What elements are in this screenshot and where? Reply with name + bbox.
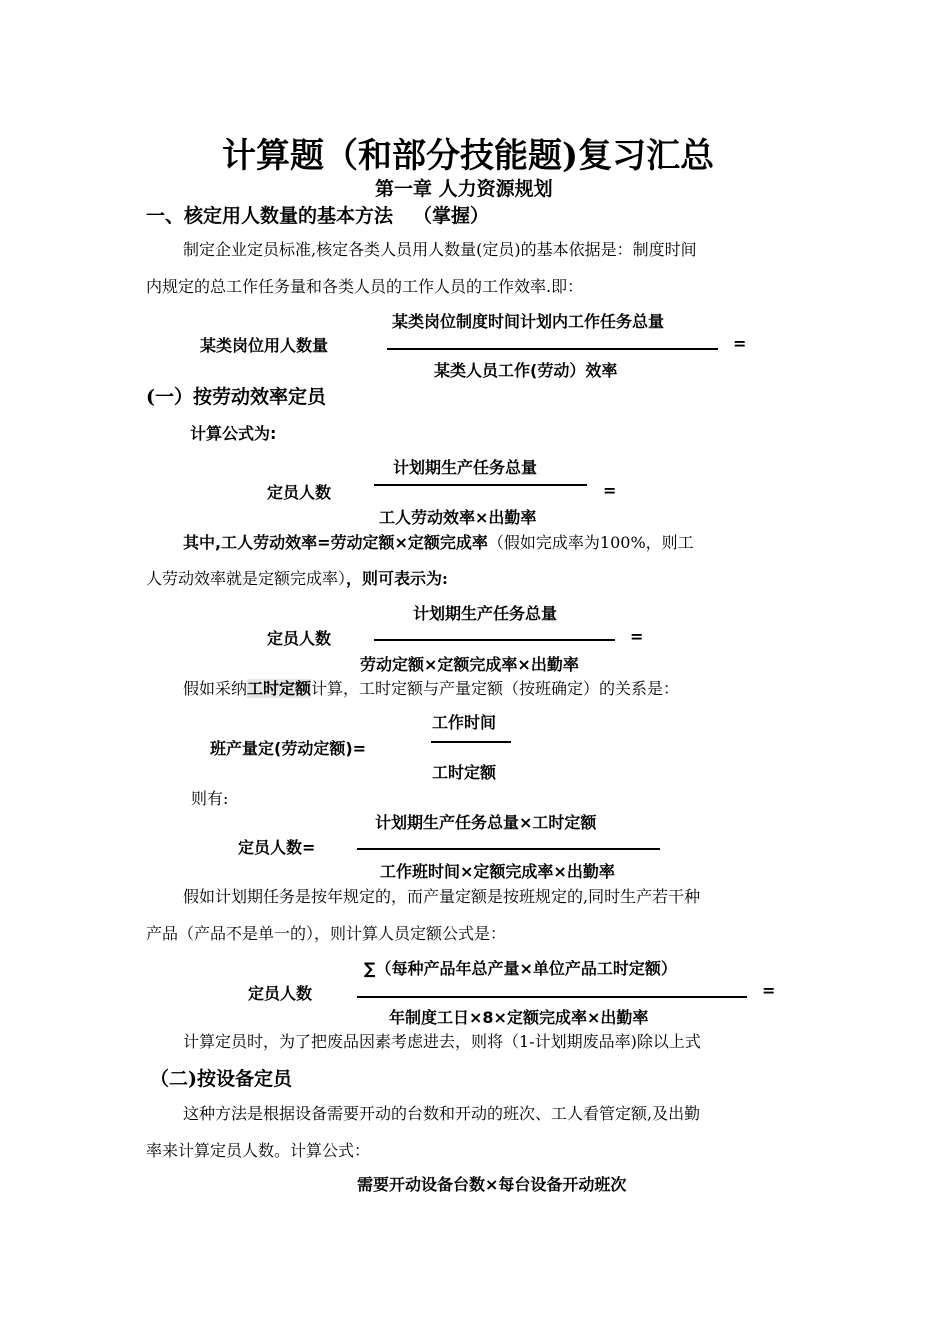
paragraph-line: 计算定员时，为了把废品因素考虑进去，则将（1-计划期废品率)除以上式 [183, 1032, 701, 1051]
section-heading [146, 201, 489, 228]
fraction-bar [431, 741, 511, 743]
paragraph-line [146, 566, 448, 589]
formula-equals: = [733, 334, 747, 353]
paragraph-line [183, 530, 694, 553]
paragraph-normal: （假如完成率为100%，则工 [487, 533, 694, 552]
formula-lhs: 定员人数 [267, 483, 332, 502]
subsection-heading: (一）按劳动效率定员 [146, 386, 326, 408]
formula-denominator: 年制度工日×8×定额完成率×出勤率 [389, 1008, 649, 1027]
document-title: 计算题（和部分技能题)复习汇总 [222, 136, 715, 176]
paragraph-line [183, 676, 679, 699]
fraction-bar [387, 348, 718, 350]
highlighted-term: 工时定额 [247, 679, 312, 698]
formula-lhs: 班产量定(劳动定额)= [210, 739, 367, 758]
formula-numerator: 工作时间 [432, 713, 497, 732]
paragraph-line: 则有: [191, 789, 229, 808]
formula-denominator: 工时定额 [432, 763, 497, 782]
formula-numerator: 某类岗位制度时间计划内工作任务总量 [392, 312, 665, 331]
paragraph-bold: 其中,工人劳动效率=劳动定额×定额完成率 [183, 533, 488, 552]
formula-numerator: 需要开动设备台数×每台设备开动班次 [357, 1175, 627, 1194]
formula-denominator: 某类人员工作(劳动）效率 [434, 361, 618, 380]
paragraph-line: 率来计算定员人数。计算公式： [146, 1141, 371, 1160]
chapter-heading: 第一章 人力资源规划 [375, 178, 553, 200]
paragraph-normal: 计算，工时定额与产量定额（按班确定）的关系是： [311, 679, 680, 698]
paragraph-normal: 人劳动效率就是定额完成率） [146, 569, 347, 588]
formula-equals: = [603, 481, 617, 500]
fraction-bar [357, 996, 747, 998]
paragraph-line: 这种方法是根据设备需要开动的台数和开动的班次、工人看管定额,及出勤 [183, 1104, 701, 1123]
section-heading-tag: （掌握） [413, 205, 490, 227]
formula-denominator: 工人劳动效率×出勤率 [379, 508, 537, 527]
formula-equals: = [630, 627, 644, 646]
formula-numerator: 计划期生产任务总量 [393, 458, 538, 477]
subsection-heading: （二)按设备定员 [150, 1068, 292, 1090]
formula-lhs: 某类岗位用人数量 [200, 336, 329, 355]
section-heading-text: 一、核定用人数量的基本方法 [146, 205, 394, 227]
formula-lhs: 定员人数= [238, 838, 316, 857]
fraction-bar [374, 484, 587, 486]
paragraph-line: 产品（产品不是单一的），则计算人员定额公式是： [146, 924, 507, 943]
paragraph-bold: ，则可表示为: [346, 569, 448, 588]
paragraph-line: 假如计划期任务是按年规定的，而产量定额是按班规定的,同时生产若干种 [183, 887, 701, 906]
formula-denominator: 劳动定额×定额完成率×出勤率 [360, 655, 579, 674]
formula-numerator: 计划期生产任务总量×工时定额 [375, 813, 597, 832]
paragraph-line: 内规定的总工作任务量和各类人员的工作人员的工作效率.即： [146, 277, 584, 296]
formula-lhs: 定员人数 [267, 629, 332, 648]
formula-lhs: 定员人数 [248, 984, 313, 1003]
formula-numerator: ∑（每种产品年总产量×单位产品工时定额） [364, 959, 677, 978]
paragraph-line: 制定企业定员标准,核定各类人员用人数量(定员)的基本依据是：制度时间 [183, 240, 697, 259]
formula-denominator: 工作班时间×定额完成率×出勤率 [380, 862, 615, 881]
formula-numerator: 计划期生产任务总量 [413, 604, 558, 623]
formula-equals: = [762, 981, 776, 1000]
fraction-bar [357, 848, 660, 850]
fraction-bar [374, 639, 615, 641]
paragraph-normal: 假如采纳 [183, 679, 248, 698]
formula-intro: 计算公式为: [190, 424, 277, 443]
